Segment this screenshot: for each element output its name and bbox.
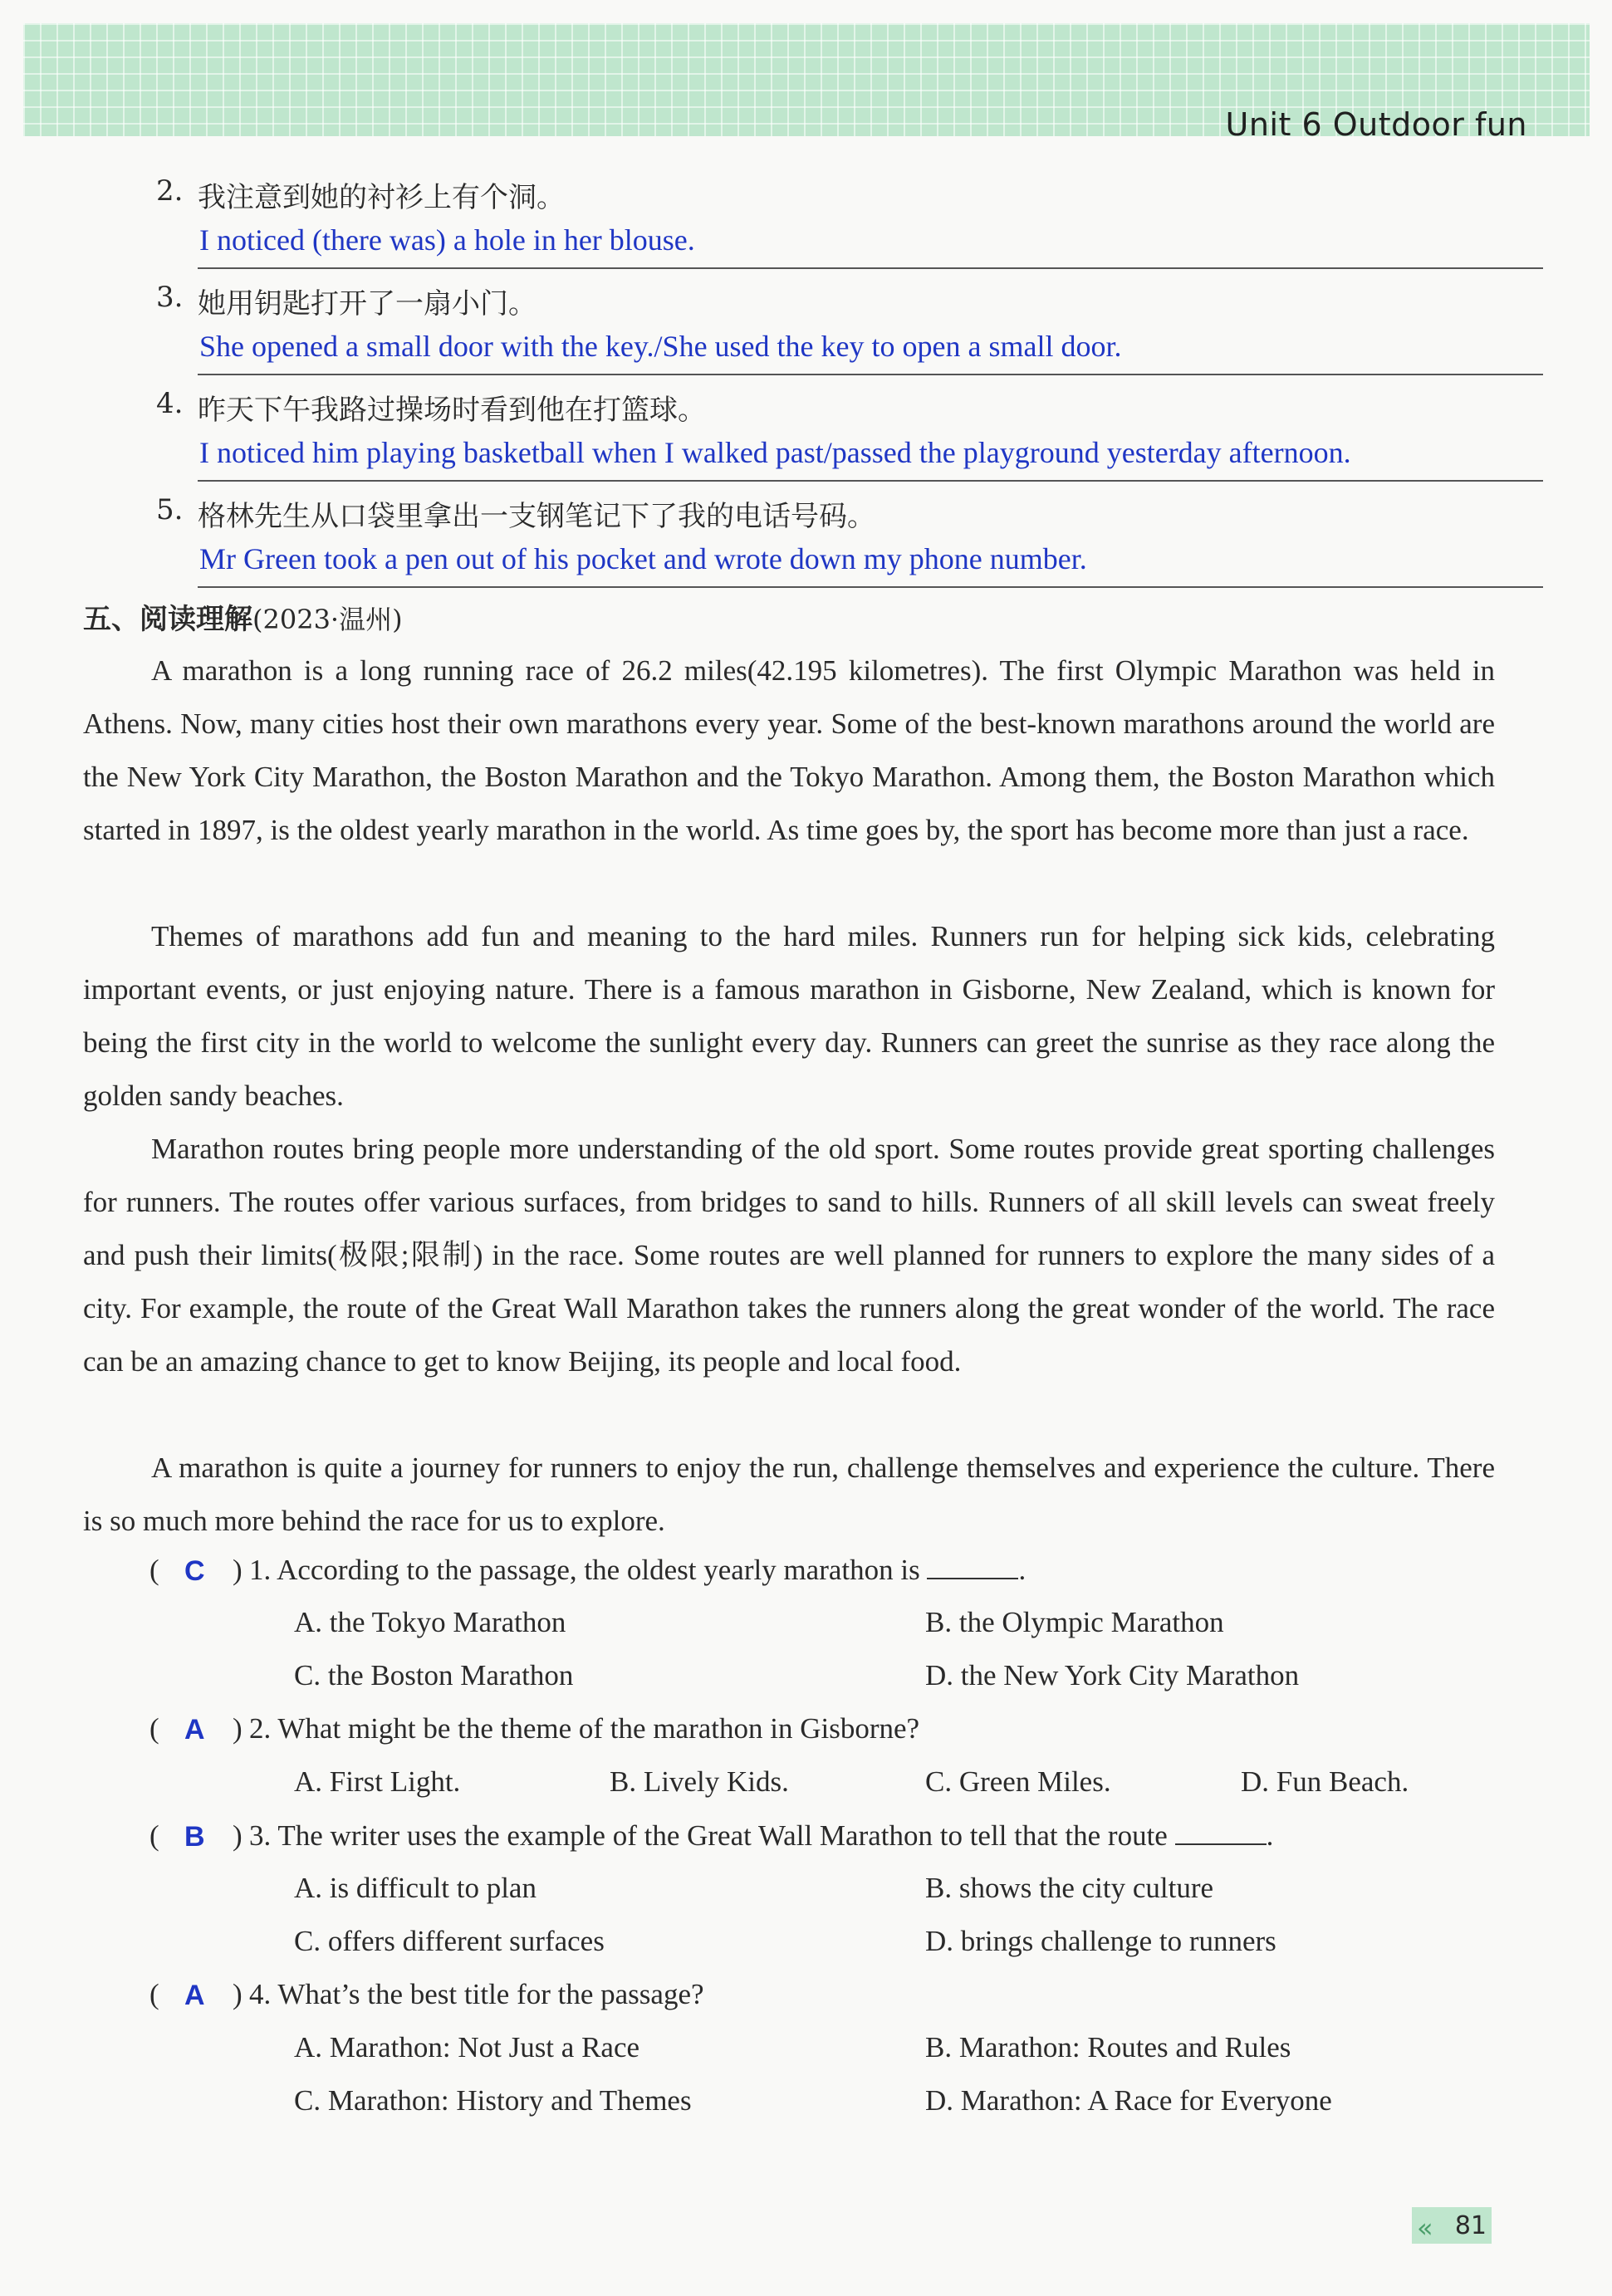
passage-paragraph: Themes of marathons add fun and meaning to the hard miles. Runners run for helping sick kids, celebrating important events, or just enjoying nature. There is a famous marathon in Gisborne, New Zealand, which is known for being the first city in the world to welcome the sunlight every day. Runners can greet the sunrise as they race along the golden sandy beaches. [83,920,1495,1112]
option: A. First Light. [294,1765,461,1798]
question-stem: The writer uses the example of the Great Wall Marathon to tell that the route [277,1819,1168,1852]
answer-letter: C [184,1555,205,1587]
translation-answer: I noticed him playing basketball when I walked past/passed the playground yesterday afternoon. [199,436,1351,469]
option: A. is difficult to plan [294,1872,537,1904]
question-stem: What might be the theme of the marathon in Gisborne? [277,1712,920,1745]
answer-line [198,374,1543,375]
option: D. Marathon: A Race for Everyone [925,2084,1332,2117]
option: D. brings challenge to runners [925,1925,1276,1957]
option: B. the Olympic Marathon [925,1606,1224,1638]
option: C. the Boston Marathon [294,1659,574,1691]
question-number: 1. [249,1554,272,1586]
passage-paragraph: Marathon routes bring people more understanding of the old sport. Some routes provide great sporting challenges for runners. The routes offer various surfaces, from bridges to sand to hills. Runners of all skill levels can sweat freely and push their limits(极限;限制) in the race. Some routes are well planned for runners to explore the many sides of a city. For example, the route of the Great Wall Marathon takes the runners along the great wonder of the world. The race can be an amazing chance to get to know Beijing, its people and local food. [83,1133,1495,1378]
translation-chinese: 格林先生从口袋里拿出一支钢笔记下了我的电话号码。 [198,500,875,533]
answer-paren: ( B ) [149,1819,243,1853]
translation-number: 2. [156,174,184,208]
answer-paren: ( C ) [149,1554,243,1587]
question-3 [149,1819,1273,1853]
question-stem: What’s the best title for the passage? [277,1978,704,2010]
translation-chinese: 昨天下午我路过操场时看到他在打篮球。 [198,394,706,427]
answer-letter: A [184,1980,205,2011]
question-1 [149,1553,1026,1587]
option: B. Marathon: Routes and Rules [925,2031,1291,2063]
option: C. offers different surfaces [294,1925,605,1957]
option: B. shows the city culture [925,1872,1214,1904]
translation-chinese: 她用钥匙打开了一扇小门。 [198,287,537,321]
chevron-left-icon: « [1417,2212,1433,2244]
page-number: 81 [1412,2207,1492,2244]
translation-answer: I noticed (there was) a hole in her blouse. [199,223,695,257]
option: D. Fun Beach. [1241,1765,1409,1798]
option: C. Marathon: History and Themes [294,2084,692,2117]
option: C. Green Miles. [925,1765,1111,1798]
blank-line [927,1553,1018,1579]
passage-paragraph: A marathon is quite a journey for runners to enjoy the run, challenge themselves and experience the culture. There is so much more behind the race for us to explore. [83,1452,1495,1537]
translation-chinese: 我注意到她的衬衫上有个洞。 [198,181,565,214]
question-end: . [1266,1819,1274,1852]
unit-title: Unit 6 Outdoor fun [1225,106,1527,143]
answer-letter: A [184,1714,205,1745]
answer-line [198,586,1543,588]
option: D. the New York City Marathon [925,1659,1300,1691]
question-number: 4. [249,1978,272,2010]
translation-answer: She opened a small door with the key./She used the key to open a small door. [199,330,1122,363]
section-title [83,596,403,637]
passage-paragraph: A marathon is a long running race of 26.2 miles(42.195 kilometres). The first Olympic Marathon was held in Athens. Now, many cities host their own marathons every year. Some of the best-known marathons around the world are the New York City Marathon, the Boston Marathon and the Tokyo Marathon. Among them, the Boston Marathon which started in 1897, is the oldest yearly marathon in the world. As time goes by, the sport has become more than just a race. [83,654,1495,846]
option: A. Marathon: Not Just a Race [294,2031,640,2063]
question-number: 3. [249,1819,272,1852]
answer-paren: ( A ) [149,1978,243,2011]
translation-answer: Mr Green took a pen out of his pocket and wrote down my phone number. [199,542,1087,575]
translation-number: 3. [156,281,184,314]
section-source: (2023·温州) [252,604,403,635]
answer-line [198,480,1543,482]
answer-letter: B [184,1821,205,1853]
blank-line [1175,1819,1267,1845]
option: A. the Tokyo Marathon [294,1606,566,1638]
translation-number: 4. [156,387,184,420]
section-heading: 五、阅读理解 [83,603,252,636]
question-end: . [1018,1554,1026,1586]
answer-paren: ( A ) [149,1712,243,1745]
question-stem: According to the passage, the oldest yearly marathon is [277,1554,920,1586]
question-2 [149,1712,919,1745]
option: B. Lively Kids. [610,1765,789,1798]
translation-number: 5. [156,493,184,526]
answer-line [198,267,1543,269]
question-4 [149,1978,704,2011]
question-number: 2. [249,1712,272,1745]
